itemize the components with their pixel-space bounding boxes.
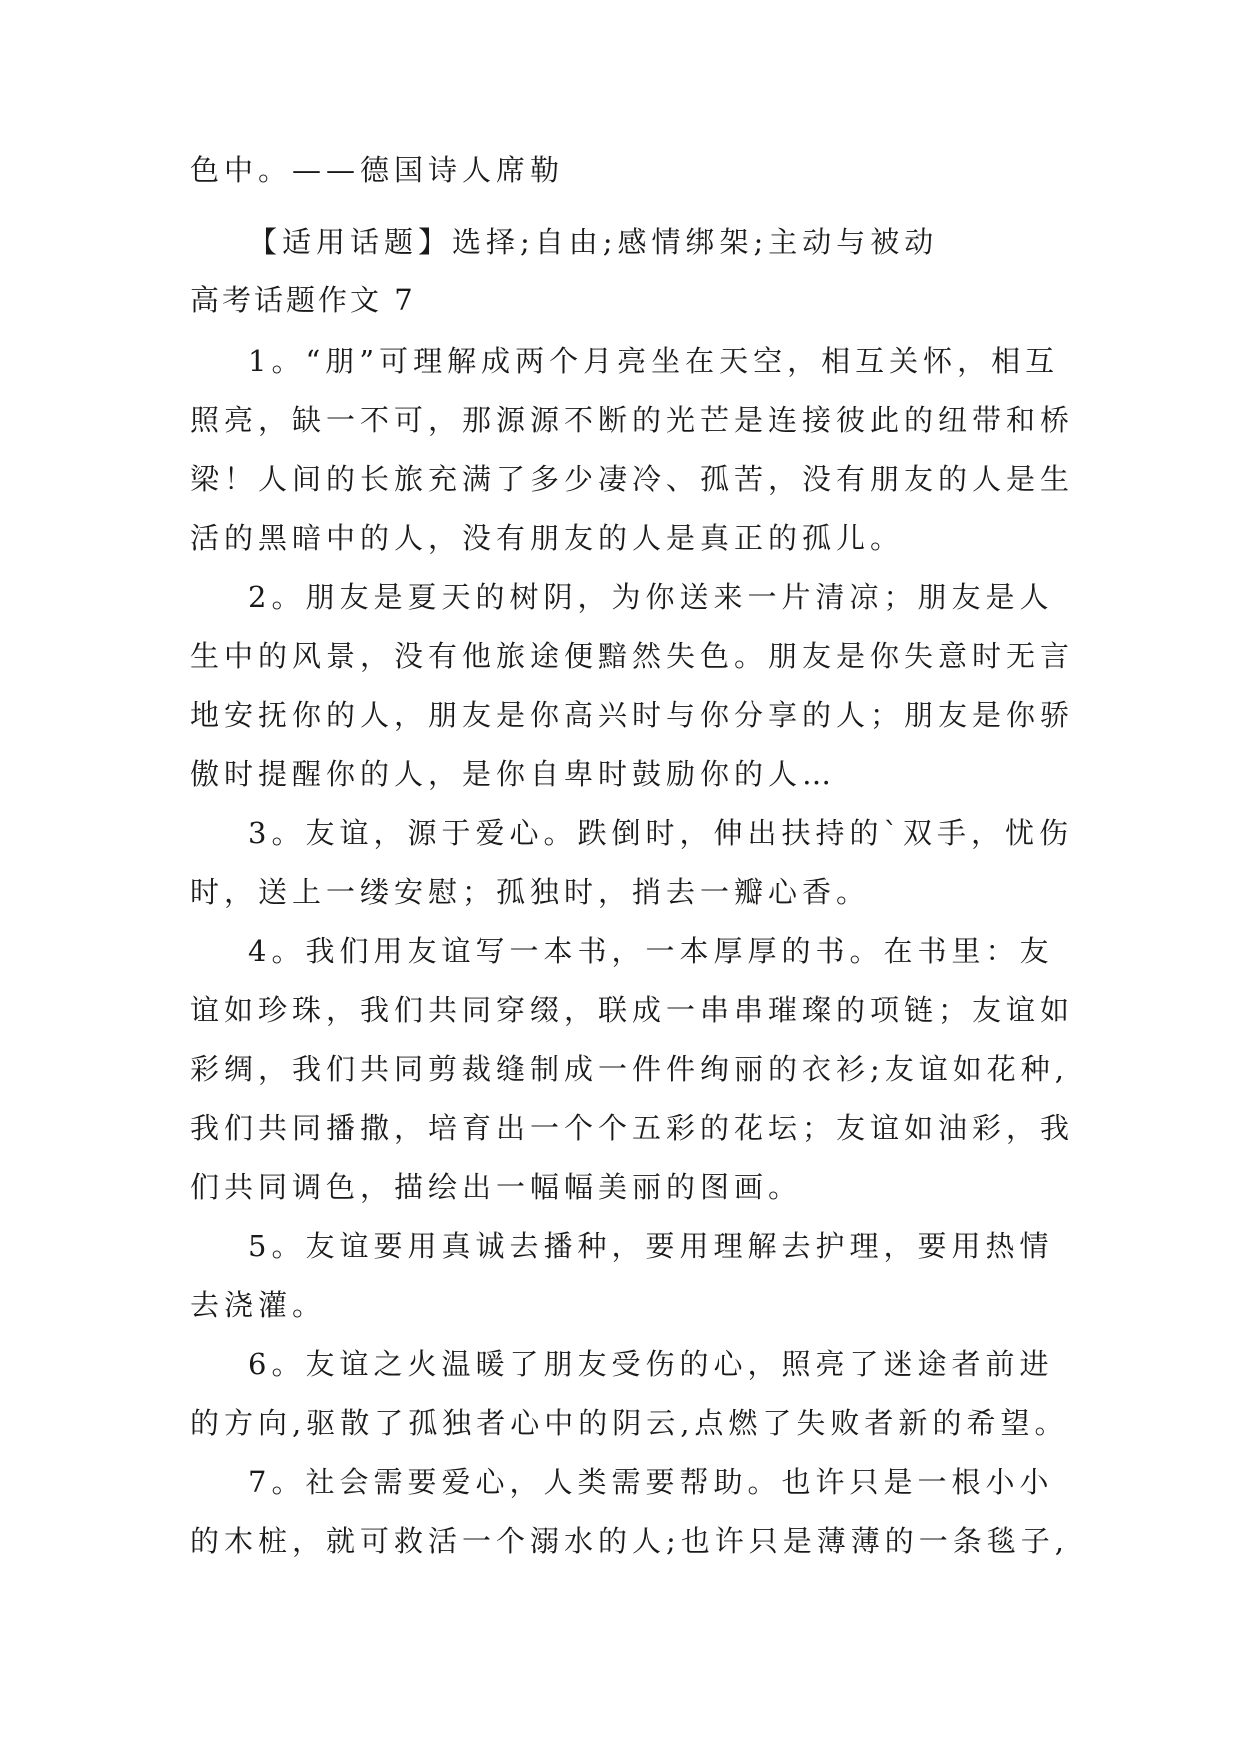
topic-line: 【适用话题】选择;自由;感情绑架;主动与被动 [248,225,939,259]
paragraph-1-line: 1。“朋”可理解成两个月亮坐在天空，相互关怀，相互 [248,344,1060,378]
paragraph-1-line: 照亮，缺一不可，那源源不断的光芒是连接彼此的纽带和桥 [190,403,1075,437]
text-line: 色中。——德国诗人席勒 [190,153,565,187]
paragraph-7-line: 的木桩，就可救活一个溺水的人;也许只是薄薄的一条毯子, [190,1524,1069,1558]
paragraph-2-line: 生中的风景，没有他旅途便黯然失色。朋友是你失意时无言 [190,639,1075,673]
paragraph-5-line: 去浇灌。 [190,1288,327,1322]
paragraph-5-line: 5。友谊要用真诚去播种，要用理解去护理，要用热情 [248,1229,1054,1263]
paragraph-6-line: 的方向,驱散了孤独者心中的阴云,点燃了失败者新的希望。 [190,1406,1069,1440]
paragraph-2-line: 2。朋友是夏天的树阴，为你送来一片清凉；朋友是人 [248,580,1054,614]
paragraph-4-line: 谊如珍珠，我们共同穿缀，联成一串串璀璨的项链；友谊如 [190,993,1075,1027]
paragraph-1-line: 活的黑暗中的人，没有朋友的人是真正的孤儿。 [190,521,905,555]
paragraph-2-line: 地安抚你的人，朋友是你高兴时与你分享的人；朋友是你骄 [190,698,1075,732]
section-heading: 高考话题作文 7 [190,283,416,317]
paragraph-4-line: 我们共同播撒，培育出一个个五彩的花坛；友谊如油彩，我 [190,1111,1075,1145]
paragraph-2-line: 傲时提醒你的人，是你自卑时鼓励你的人… [190,757,837,791]
paragraph-6-line: 6。友谊之火温暖了朋友受伤的心，照亮了迷途者前进 [248,1347,1054,1381]
paragraph-4-line: 彩绸，我们共同剪裁缝制成一件件绚丽的衣衫;友谊如花种, [190,1052,1069,1086]
paragraph-7-line: 7。社会需要爱心，人类需要帮助。也许只是一根小小 [248,1465,1054,1499]
paragraph-1-line: 梁！人间的长旅充满了多少凄冷、孤苦，没有朋友的人是生 [190,462,1075,496]
paragraph-3-line: 3。友谊，源于爱心。跌倒时，伸出扶持的`双手，忧伤 [248,816,1073,850]
paragraph-4-line: 4。我们用友谊写一本书，一本厚厚的书。在书里：友 [248,934,1054,968]
paragraph-4-line: 们共同调色，描绘出一幅幅美丽的图画。 [190,1170,803,1204]
paragraph-3-line: 时，送上一缕安慰；孤独时，捎去一瓣心香。 [190,875,871,909]
